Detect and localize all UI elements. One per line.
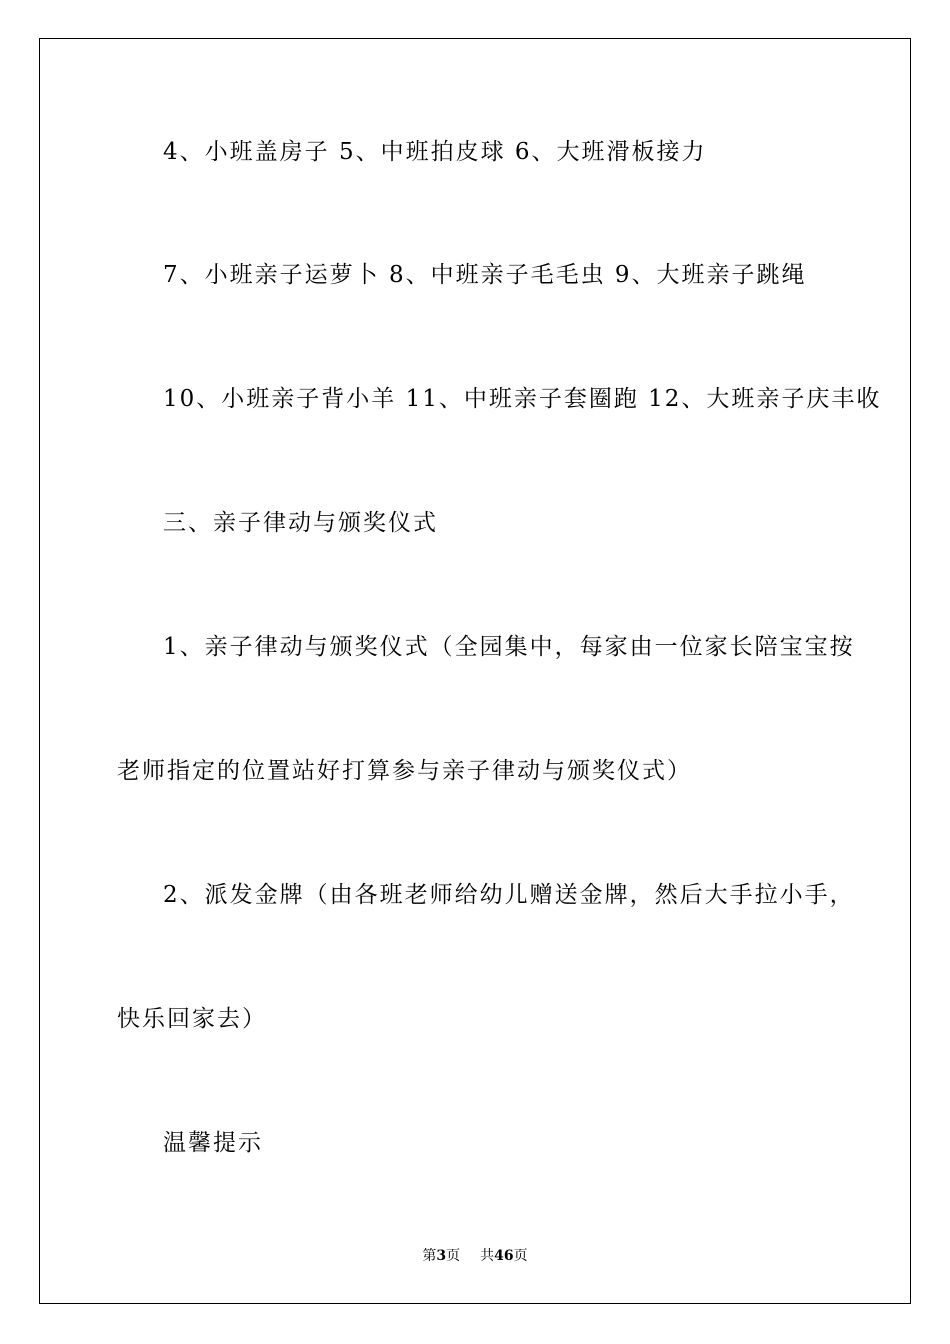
- paragraph-item-1-line-1: 1、亲子律动与颁奖仪式（全园集中，每家由一位家长陪宝宝按: [163, 634, 855, 660]
- paragraph-activities-7-9: 7、小班亲子运萝卜 8、中班亲子毛毛虫 9、大班亲子跳绳: [163, 262, 807, 288]
- paragraph-activities-4-6: 4、小班盖房子 5、中班拍皮球 6、大班滑板接力: [163, 139, 707, 165]
- footer-page-suffix: 页: [446, 1248, 461, 1264]
- page-border: [39, 38, 911, 1304]
- footer-page-current: 3: [436, 1248, 447, 1264]
- section-heading: 三、亲子律动与颁奖仪式: [163, 510, 438, 536]
- tips-heading: 温馨提示: [163, 1130, 263, 1156]
- paragraph-activities-10-12: 10、小班亲子背小羊 11、中班亲子套圈跑 12、大班亲子庆丰收: [163, 386, 882, 412]
- footer-page-prefix: 第: [422, 1248, 437, 1264]
- paragraph-item-1-line-2: 老师指定的位置站好打算参与亲子律动与颁奖仪式）: [117, 758, 692, 784]
- page-footer: [0, 1247, 950, 1265]
- footer-total-prefix: 共: [480, 1248, 495, 1264]
- footer-page-total: 46: [494, 1248, 514, 1264]
- paragraph-item-2-line-1: 2、派发金牌（由各班老师给幼儿赠送金牌，然后大手拉小手，: [163, 882, 855, 908]
- paragraph-item-2-line-2: 快乐回家去）: [117, 1006, 267, 1032]
- footer-total-suffix: 页: [513, 1248, 528, 1264]
